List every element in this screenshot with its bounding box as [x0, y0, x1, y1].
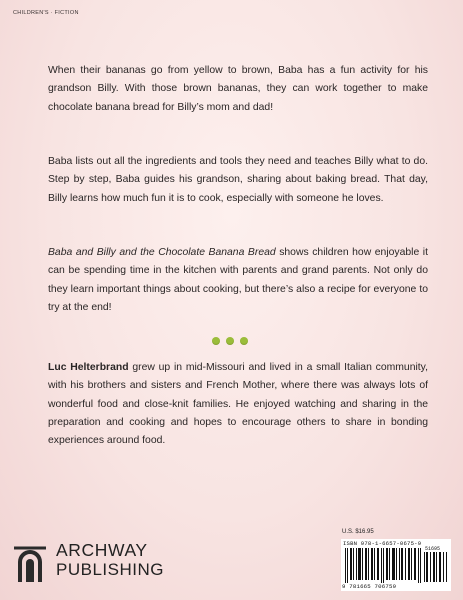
- addon-barcode-icon: [424, 552, 448, 582]
- isbn-label: ISBN 978-1-6657-0675-9: [343, 540, 422, 547]
- price-label: U.S. $16.95: [342, 529, 374, 535]
- synopsis-text: shows children how enjoyable it can be spending time in the kitchen with parents and grand parents. Not only do they learn important things about cooking, but there’s also a recipe for everyone to try at the end!: [48, 247, 429, 313]
- synopsis-paragraph-1: When their bananas go from yellow to brown, Baba has a fun activity for his grandson Billy. With those brown bananas, they can work together to make chocolate banana bread for Billy’s mom and dad!: [48, 65, 428, 113]
- barcode-bars-icon: [345, 548, 421, 583]
- divider-dot: [240, 337, 248, 345]
- synopsis-paragraph-3: [48, 244, 428, 317]
- author-bio: [48, 359, 428, 450]
- archway-logo-icon: [12, 542, 48, 582]
- book-title: Baba and Billy and the Chocolate Banana Bread: [48, 247, 276, 258]
- barcode-number: 9 781665 706759: [342, 583, 397, 590]
- author-bio-text: grew up in mid-Missouri and lived in a small Italian community, with his brothers and sisters and French Mother, where there was always lots of wonderful food and close-knit families. He enjoyed watching and sharing in the preparation and cooking and hopes to encourage others to share in bonding experiences around food.: [48, 362, 428, 447]
- publisher-name-line-2: PUBLISHING: [56, 560, 164, 579]
- publisher-name-line-1: ARCHWAY: [56, 540, 148, 560]
- synopsis-paragraph-2: Baba lists out all the ingredients and tools they need and teaches Billy what to do. Step by step, Baba guides his grandson, sharing about baking bread. That day, Billy learns how much fun it is to cook, especially with someone he loves.: [48, 156, 428, 204]
- divider-dot: [226, 337, 234, 345]
- divider-dot: [212, 337, 220, 345]
- isbn-barcode: [341, 539, 451, 591]
- author-name: Luc Helterbrand: [48, 362, 129, 373]
- category-label: CHILDREN'S · FICTION: [13, 10, 79, 16]
- addon-number: 51695: [425, 546, 441, 552]
- section-divider: [212, 337, 248, 345]
